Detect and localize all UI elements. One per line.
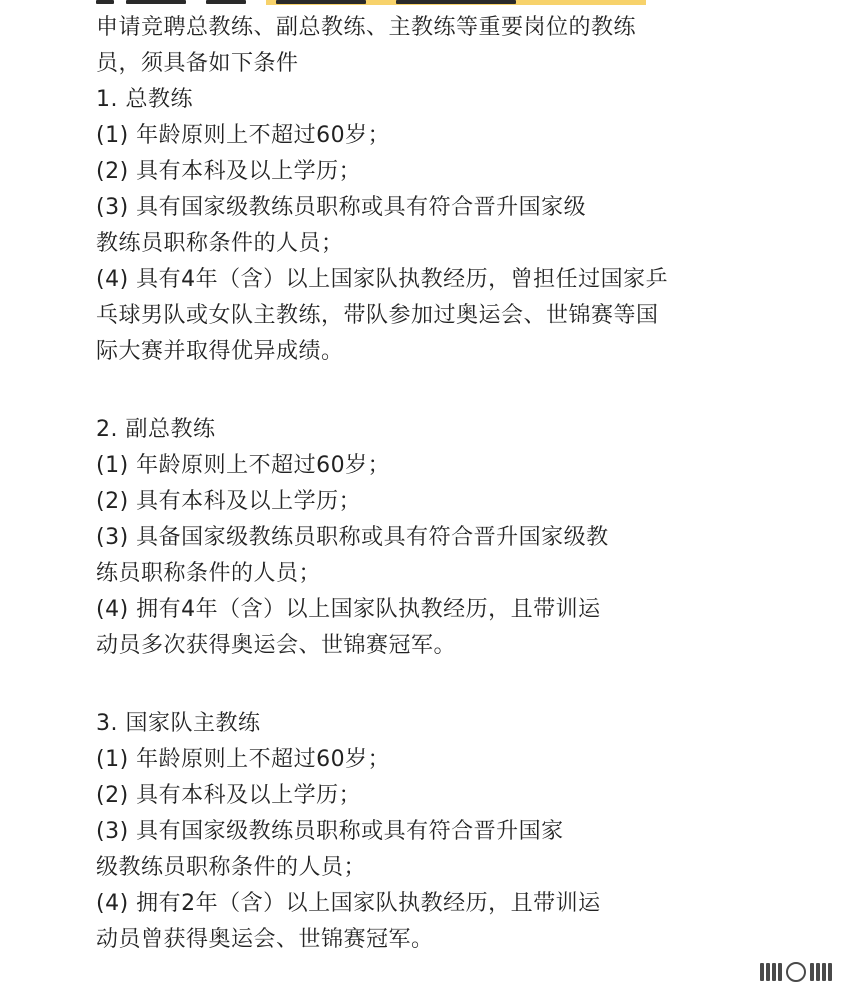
section-heading-national-team-coach: 3. 国家队主教练	[96, 711, 261, 736]
section-heading-deputy-head-coach: 2. 副总教练	[96, 417, 216, 442]
requirement-line: 练员职称条件的人员；	[96, 561, 322, 586]
cropped-previous-line	[96, 0, 656, 7]
requirement-line: (4) 拥有4年（含）以上国家队执教经历，且带训运	[96, 597, 601, 622]
requirement-line: 动员曾获得奥运会、世锦赛冠军。	[96, 927, 434, 952]
requirement-line: 乓球男队或女队主教练，带队参加过奥运会、世锦赛等国	[96, 303, 659, 328]
requirement-line: (1) 年龄原则上不超过60岁；	[96, 453, 391, 478]
section-heading-head-coach: 1. 总教练	[96, 87, 193, 112]
requirement-line: 级教练员职称条件的人员；	[96, 855, 367, 880]
requirement-line: (4) 具有4年（含）以上国家队执教经历，曾担任过国家乒	[96, 267, 669, 292]
intro-line-1: 申请竞聘总教练、副总教练、主教练等重要岗位的教练	[96, 15, 637, 40]
requirement-line: (1) 年龄原则上不超过60岁；	[96, 747, 391, 772]
requirement-line: (1) 年龄原则上不超过60岁；	[96, 123, 391, 148]
watermark-logo-icon	[760, 962, 832, 982]
requirement-line: (4) 拥有2年（含）以上国家队执教经历，且带训运	[96, 891, 601, 916]
requirement-line: (3) 具备国家级教练员职称或具有符合晋升国家级教	[96, 525, 609, 550]
requirement-line: 际大赛并取得优异成绩。	[96, 339, 344, 364]
requirement-line: (2) 具有本科及以上学历；	[96, 783, 362, 808]
section-gap	[96, 370, 796, 412]
requirement-line: 教练员职称条件的人员；	[96, 231, 344, 256]
requirement-line: (3) 具有国家级教练员职称或具有符合晋升国家	[96, 819, 564, 844]
section-gap	[96, 664, 796, 706]
requirement-line: (2) 具有本科及以上学历；	[96, 489, 362, 514]
intro-line-2: 员，须具备如下条件	[96, 51, 299, 76]
document-body	[96, 10, 796, 958]
requirement-line: (2) 具有本科及以上学历；	[96, 159, 362, 184]
requirement-line: (3) 具有国家级教练员职称或具有符合晋升国家级	[96, 195, 587, 220]
requirement-line: 动员多次获得奥运会、世锦赛冠军。	[96, 633, 457, 658]
